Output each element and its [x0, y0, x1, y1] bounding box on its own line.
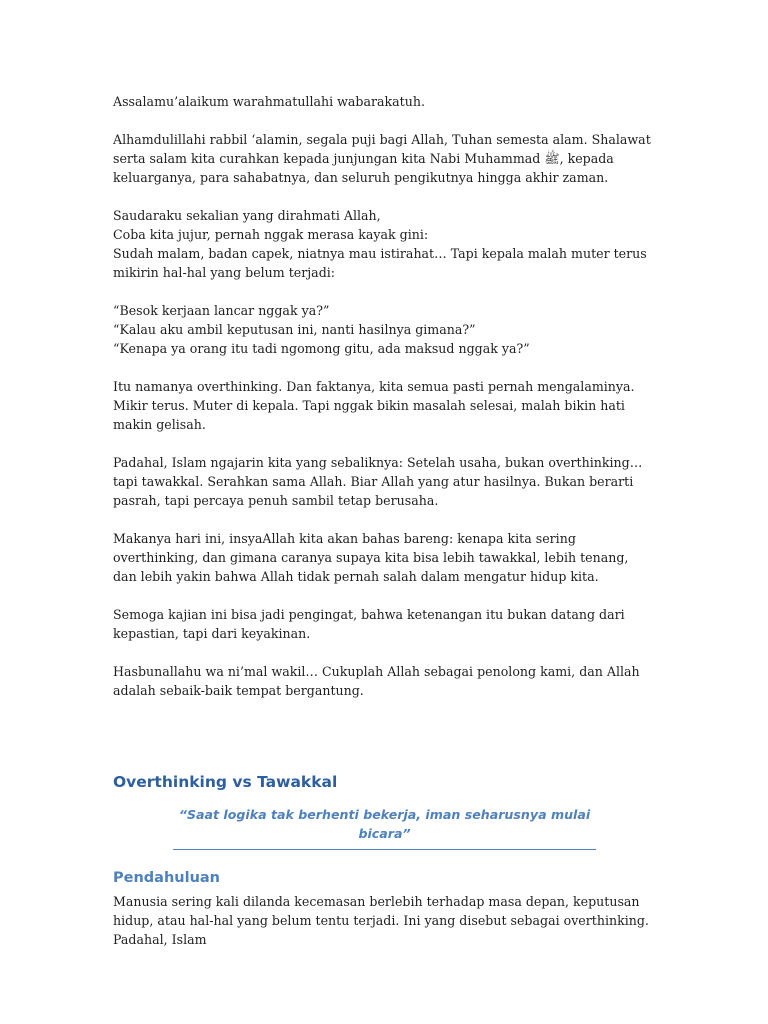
topic-paragraph: Makanya hari ini, insyaAllah kita akan bahas bareng: kenapa kita sering overthinking, dan gimana caranya supaya kita bisa lebih tawakkal, lebih tenang, dan lebih yakin bahwa Allah tidak pernah salah dalam mengatur hidup kita. [113, 531, 629, 584]
intense-quote [173, 805, 596, 850]
section-body: Manusia sering kali dilanda kecemasan berlebih terhadap masa depan, keputusan hidup, atau hal-hal yang belum tentu terjadi. Ini yang disebut sebagai overthinking. Padahal, Islam [113, 894, 649, 947]
tawakkal-paragraph: Padahal, Islam ngajarin kita yang sebaliknya: Setelah usaha, bukan overthinking… tapi tawakkal. Serahkan sama Allah. Biar Allah yang atur hasilnya. Bukan berarti pasrah, tapi percaya penuh sambil tetap berusaha. [113, 455, 643, 508]
greeting-paragraph: Assalamu’alaikum warahmatullahi wabarakatuh. [113, 94, 425, 109]
section-heading: Pendahuluan [113, 870, 220, 886]
reminder-paragraph: Semoga kajian ini bisa jadi pengingat, bahwa ketenangan itu bukan datang dari kepastian, tapi dari keyakinan. [113, 607, 625, 641]
opening-paragraph: Alhamdulillahi rabbil ‘alamin, segala puji bagi Allah, Tuhan semesta alam. Shalawat serta salam kita curahkan kepada junjungan kita Nabi Muhammad ﷺ, kepada keluarganya, para sahabatnya, dan seluruh pengikutnya hingga akhir zaman. [113, 132, 651, 185]
address-paragraph: Saudaraku sekalian yang dirahmati Allah, Coba kita jujur, pernah nggak merasa kayak gini: Sudah malam, badan capek, niatnya mau istirahat… Tapi kepala malah muter terus mikirin hal-hal yang belum terjadi: [113, 208, 647, 280]
overthinking-paragraph: Itu namanya overthinking. Dan faktanya, kita semua pasti pernah mengalaminya. Mikir terus. Muter di kepala. Tapi nggak bikin masalah selesai, malah bikin hati makin gelisah. [113, 379, 635, 432]
questions-paragraph: “Besok kerjaan lancar nggak ya?” “Kalau aku ambil keputusan ini, nanti hasilnya gimana?” “Kenapa ya orang itu tadi ngomong gitu, ada maksud nggak ya?” [113, 303, 530, 356]
quote-text: “Saat logika tak berhenti bekerja, iman seharusnya mulai bicara” [178, 807, 591, 841]
closing-paragraph: Hasbunallahu wa ni’mal wakil… Cukuplah Allah sebagai penolong kami, dan Allah adalah sebaik-baik tempat bergantung. [113, 664, 640, 698]
document-page [113, 92, 653, 949]
document-title: Overthinking vs Tawakkal [113, 773, 338, 791]
